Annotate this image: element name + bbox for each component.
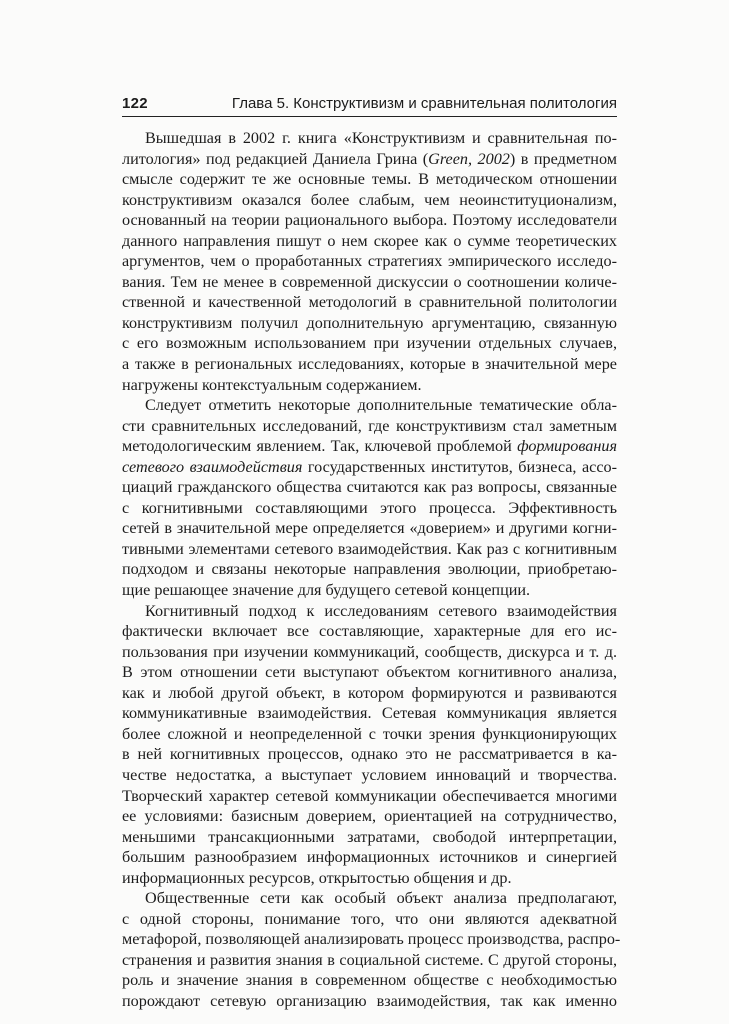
emphasis-italic: формирования <box>517 437 617 456</box>
text-line: щие решающее значение для будущего сетевой концепции. <box>122 581 531 600</box>
text-line: конструктивизм получил дополнительную аргументацию, связанную <box>122 313 617 332</box>
text-line: аргументов, чем о проработанных стратегиях эмпирического исследо- <box>122 252 617 271</box>
paragraph-4 <box>122 888 621 1011</box>
text-run: государственных институтов, бизнеса, ассо- <box>302 457 617 476</box>
text-line: сетей в значительной мере определяется «доверием» и другими когни- <box>122 519 617 538</box>
text-line: Когнитивный подход к исследованиям сетевого взаимодействия <box>145 601 617 620</box>
body-text <box>122 128 621 1012</box>
text-line: пользования при изучении коммуникаций, сообществ, дискурса и т. д. <box>122 642 617 661</box>
text-line: Общественные сети как особый объект анализа предполагают, <box>145 889 617 908</box>
text-line: порождают сетевую организацию взаимодействия, так как именно <box>122 991 617 1010</box>
text-line: как и любой другой объект, в котором формируются и развиваются <box>122 683 617 702</box>
text-line: с его возможным использованием при изучении отдельных случаев, <box>122 334 617 353</box>
text-line: фактически включает все составляющие, характерные для его ис- <box>122 622 617 641</box>
text-run: литология» под редакцией Даниела Грина ( <box>122 149 429 168</box>
text-line: тивными элементами сетевого взаимодействия. Как раз с когнитивным <box>122 539 617 558</box>
text-line: более сложной и неопределенной с точки зрения функционирующих <box>122 724 617 743</box>
text-line: ственной и качественной методологий в сравнительной политологии <box>122 293 617 312</box>
text-line: Следует отметить некоторые дополнительные тематические обла- <box>145 396 617 415</box>
text-line <box>122 457 617 478</box>
text-line <box>122 436 617 457</box>
text-line: В этом отношении сети выступают объектом когнитивного анализа, <box>122 663 617 682</box>
text-line: информационных ресурсов, открытостью общения и др. <box>122 868 512 887</box>
text-line: смысле содержит те же основные темы. В методическом отношении <box>122 170 617 189</box>
text-line: циаций гражданского общества считаются как раз вопросы, связанные <box>122 478 617 497</box>
text-line: меньшими трансакционными затратами, свободой интерпретации, <box>122 827 617 846</box>
paragraph-3 <box>122 601 617 889</box>
text-run: методологическим явлением. Так, ключевой проблемой <box>122 437 518 456</box>
text-line: с одной стороны, понимание того, что они являются адекватной <box>122 909 617 928</box>
text-line <box>122 149 617 170</box>
text-line: основанный на теории рационального выбора. Поэтому исследователи <box>122 211 617 230</box>
text-line: подходом и связаны некоторые направления эволюции, приобретаю- <box>122 560 617 579</box>
emphasis-italic: сетевого взаимодействия <box>122 457 303 476</box>
text-line: ее условиями: базисным доверием, ориентацией на сотрудничество, <box>122 807 617 826</box>
text-line: сти сравнительных исследований, где конструктивизм стал заметным <box>122 416 617 435</box>
text-line: метафорой, позволяющей анализировать процесс производства, распро- <box>122 930 621 949</box>
text-line: большим разнообразием информационных источников и синергией <box>122 848 617 867</box>
paragraph-1 <box>122 128 617 395</box>
text-run: ) в предметном <box>509 149 617 168</box>
text-line: честве недостатка, а выступает условием инноваций и творчества. <box>122 765 617 784</box>
chapter-title: Глава 5. Конструктивизм и сравнительная политология <box>231 95 617 112</box>
text-line: а также в региональных исследованиях, которые в значительной мере <box>122 355 617 374</box>
text-line: Вышедшая в 2002 г. книга «Конструктивизм и сравнительная по- <box>145 129 617 147</box>
page-number: 122 <box>122 95 148 112</box>
citation-italic: Green, 2002 <box>428 149 510 168</box>
text-line: странения и развития знания в социальной системе. С другой стороны, <box>122 950 617 969</box>
text-line: данного направления пишут о нем скорее как о сумме теоретических <box>122 231 617 250</box>
running-header <box>122 94 617 117</box>
text-line: коммуникативные взаимодействия. Сетевая коммуникация является <box>122 704 617 723</box>
text-line: конструктивизм оказался более слабым, чем неоинституционализм, <box>122 190 617 209</box>
text-line: Творческий характер сетевой коммуникации обеспечивается многими <box>122 786 617 805</box>
text-line: вания. Тем не менее в современной дискуссии о соотношении количе- <box>122 272 617 291</box>
paragraph-2 <box>122 395 617 600</box>
text-line: роль и значение знания в современном обществе с необходимостью <box>122 971 617 990</box>
text-line: в ней когнитивных процессов, однако это не рассматривается в ка- <box>122 745 617 764</box>
text-line: нагружены контекстуальным содержанием. <box>122 375 422 394</box>
text-line: с когнитивными составляющими этого процесса. Эффективность <box>122 498 617 517</box>
